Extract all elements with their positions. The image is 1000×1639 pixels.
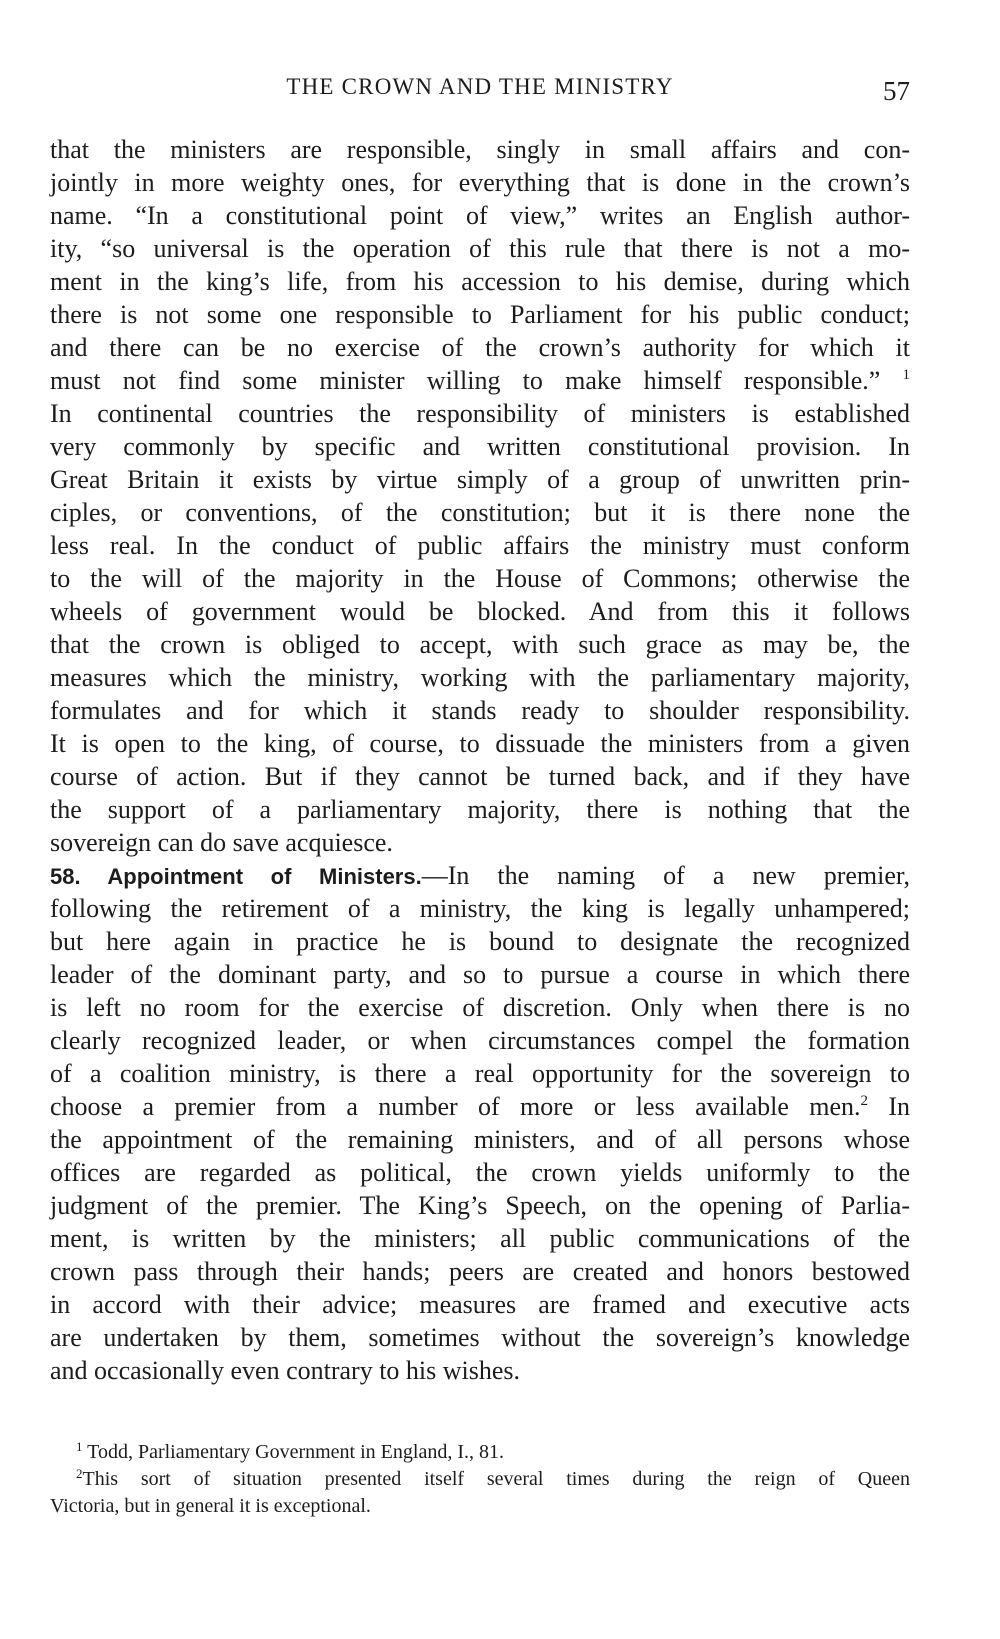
text-line bbox=[50, 1090, 910, 1123]
text-line: to the will of the majority in the House of Commons; otherwise the bbox=[50, 564, 910, 593]
text-line: that the crown is obliged to accept, with such grace as may be, the bbox=[50, 630, 910, 659]
text-line: the support of a parliamentary majority, there is nothing that the bbox=[50, 795, 910, 824]
footnote-2-continued: Victoria, but in general it is exceptional. bbox=[50, 1495, 371, 1517]
text-line bbox=[50, 364, 910, 397]
footnote-1 bbox=[50, 1439, 910, 1466]
text-line: formulates and for which it stands ready to shoulder responsibility. bbox=[50, 696, 910, 725]
text-line: ity, “so universal is the operation of this rule that there is not a mo- bbox=[50, 234, 910, 263]
text-line: In continental countries the responsibility of ministers is established bbox=[50, 399, 910, 428]
text-line: and there can be no exercise of the crown’s authority for which it bbox=[50, 333, 910, 362]
text-span: —In the naming of a new premier, bbox=[421, 861, 910, 890]
text-line: ciples, or conventions, of the constitution; but it is there none the bbox=[50, 498, 910, 527]
section-heading: 58. Appointment of Ministers. bbox=[50, 864, 422, 889]
text-span: In bbox=[868, 1092, 910, 1121]
text-line: ment, is written by the ministers; all public communications of the bbox=[50, 1224, 910, 1253]
text-span: must not find some minister willing to make himself responsible.” bbox=[50, 366, 881, 395]
body-text bbox=[50, 133, 910, 1387]
text-line: is left no room for the exercise of discretion. Only when there is no bbox=[50, 993, 910, 1022]
text-line: It is open to the king, of course, to dissuade the ministers from a given bbox=[50, 729, 910, 758]
running-header bbox=[50, 72, 910, 112]
text-line: but here again in practice he is bound to designate the recognized bbox=[50, 927, 910, 956]
text-line: Great Britain it exists by virtue simply of a group of unwritten prin- bbox=[50, 465, 910, 494]
running-title: THE CROWN AND THE MINISTRY bbox=[286, 74, 674, 99]
footnote-text: This sort of situation presented itself several times during the reign of Queen bbox=[82, 1468, 910, 1490]
text-line: the appointment of the remaining ministers, and of all persons whose bbox=[50, 1125, 910, 1154]
text-line: are undertaken by them, sometimes without the sovereign’s knowledge bbox=[50, 1323, 910, 1352]
text-line: judgment of the premier. The King’s Speech, on the opening of Parlia- bbox=[50, 1191, 910, 1220]
text-line: offices are regarded as political, the crown yields uniformly to the bbox=[50, 1158, 910, 1187]
footnote-mark: 2 bbox=[76, 1466, 83, 1481]
section-first-line bbox=[50, 859, 910, 892]
text-line: ment in the king’s life, from his accession to his demise, during which bbox=[50, 267, 910, 296]
document-page bbox=[50, 0, 910, 1639]
text-line: that the ministers are responsible, singly in small affairs and con- bbox=[50, 135, 910, 164]
text-span: choose a premier from a number of more or less available men. bbox=[50, 1092, 861, 1121]
footnote-reference: 2 bbox=[860, 1093, 868, 1109]
text-line: there is not some one responsible to Parliament for his public conduct; bbox=[50, 300, 910, 329]
text-line: less real. In the conduct of public affairs the ministry must conform bbox=[50, 531, 910, 560]
page-number: 57 bbox=[883, 76, 910, 106]
footnote-text: Todd, Parliamentary Government in England, I., 81. bbox=[82, 1441, 504, 1463]
text-line: following the retirement of a ministry, the king is legally unhampered; bbox=[50, 894, 910, 923]
text-line: in accord with their advice; measures are framed and executive acts bbox=[50, 1290, 910, 1319]
text-line: wheels of government would be blocked. And from this it follows bbox=[50, 597, 910, 626]
text-line: clearly recognized leader, or when circumstances compel the formation bbox=[50, 1026, 910, 1055]
text-line: jointly in more weighty ones, for everything that is done in the crown’s bbox=[50, 168, 910, 197]
footnote-mark: 1 bbox=[76, 1439, 83, 1454]
text-line: leader of the dominant party, and so to pursue a course in which there bbox=[50, 960, 910, 989]
text-line: measures which the ministry, working with the parliamentary majority, bbox=[50, 663, 910, 692]
text-line: crown pass through their hands; peers are created and honors bestowed bbox=[50, 1257, 910, 1286]
text-line: name. “In a constitutional point of view,” writes an English author- bbox=[50, 201, 910, 230]
text-line: and occasionally even contrary to his wishes. bbox=[50, 1356, 521, 1385]
footnote-2 bbox=[50, 1466, 910, 1493]
text-line: of a coalition ministry, is there a real opportunity for the sovereign to bbox=[50, 1059, 910, 1088]
text-line: very commonly by specific and written constitutional provision. In bbox=[50, 432, 910, 461]
text-line: course of action. But if they cannot be turned back, and if they have bbox=[50, 762, 910, 791]
text-line: sovereign can do save acquiesce. bbox=[50, 828, 393, 857]
footnotes bbox=[50, 1439, 910, 1520]
footnote-reference: 1 bbox=[902, 367, 911, 383]
